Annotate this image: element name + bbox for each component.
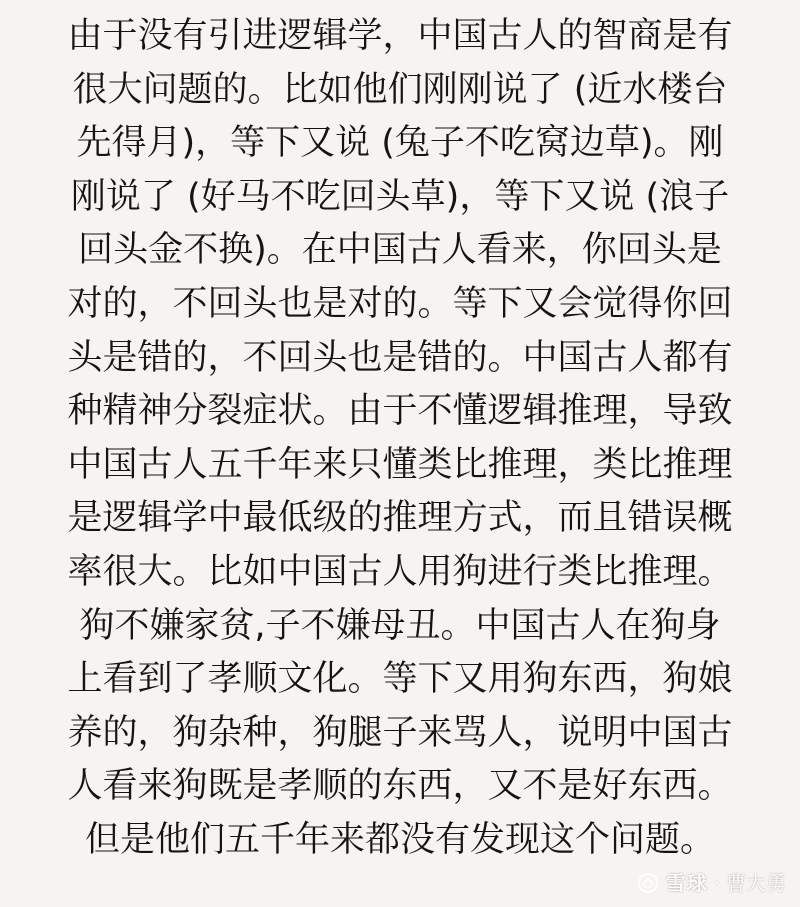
text-line: 人看来狗既是孝顺的东西，又不是好东西。 bbox=[67, 766, 733, 807]
text-line: 刚说了 (好马不吃回头草)，等下又说 (浪子 bbox=[70, 176, 730, 217]
text-line: 但是他们五千年来都没有发现这个问题。 bbox=[84, 819, 715, 860]
text-line: 上看到了孝顺文化。等下又用狗东西，狗娘 bbox=[67, 659, 733, 700]
text-line: 中国古人五千年来只懂类比推理，类比推理 bbox=[67, 444, 733, 485]
text-line: 头是错的，不回头也是错的。中国古人都有 bbox=[67, 337, 733, 378]
snowball-logo-icon bbox=[636, 871, 660, 895]
text-line: 先得月)，等下又说 (兔子不吃窝边草)。刚 bbox=[76, 123, 724, 164]
text-line: 由于没有引进逻辑学，中国古人的智商是有 bbox=[67, 16, 733, 56]
post-text bbox=[38, 10, 762, 868]
watermark-brand: 雪球 bbox=[665, 871, 708, 895]
watermark-author: 曹大勇 bbox=[726, 871, 786, 895]
text-line: 率很大。比如中国古人用狗进行类比推理。 bbox=[67, 551, 733, 592]
text-line: 种精神分裂症状。由于不懂逻辑推理，导致 bbox=[67, 391, 733, 432]
watermark bbox=[636, 871, 786, 895]
text-line: 很大问题的。比如他们刚刚说了 (近水楼台 bbox=[72, 69, 728, 110]
watermark-separator: · bbox=[713, 871, 720, 895]
text-line: 是逻辑学中最低级的推理方式，而且错误概 bbox=[67, 498, 733, 539]
text-line: 养的，狗杂种，狗腿子来骂人，说明中国古 bbox=[67, 712, 733, 753]
text-line: 对的，不回头也是对的。等下又会觉得你回 bbox=[67, 283, 733, 324]
text-line: 回头金不换)。在中国古人看来，你回头是 bbox=[78, 230, 722, 271]
text-line: 狗不嫌家贫,子不嫌母丑。中国古人在狗身 bbox=[79, 605, 721, 646]
